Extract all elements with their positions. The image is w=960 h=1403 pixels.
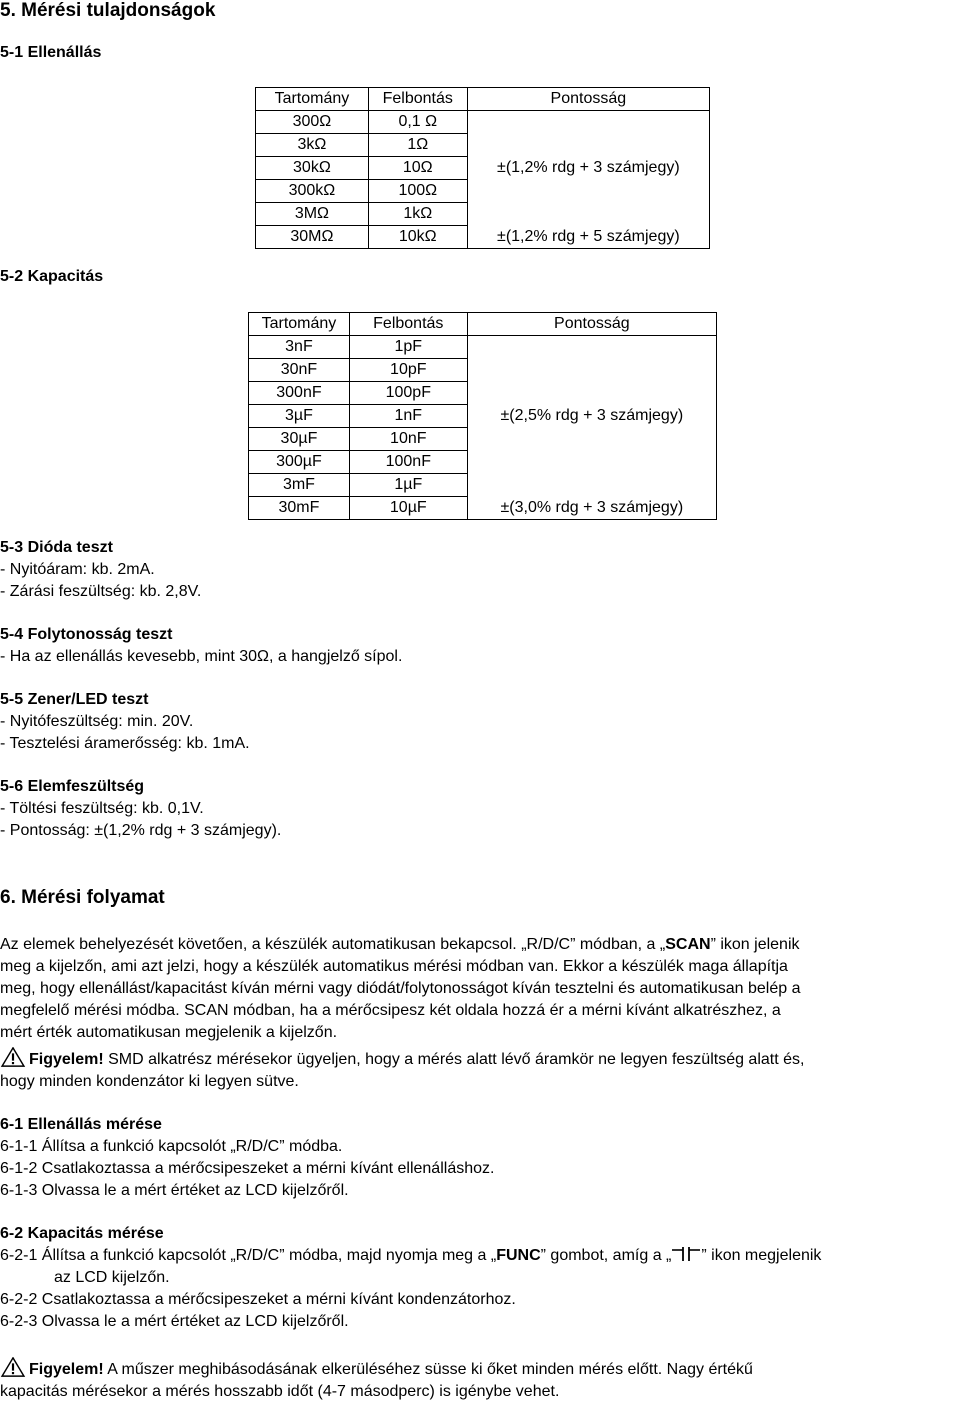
text-span: Az elemek behelyezését követően, a készülék automatikusan bekapcsol. „R/D/C” módban, a „ [0,936,666,953]
spec-line: - Ha az ellenállás kevesebb, mint 30Ω, a hangjelző sípol. [0,648,403,665]
warning-text: SMD alkatrész mérésekor ügyeljen, hogy a mérés alatt lévő áramkör ne legyen feszültség alatt és, [103,1051,805,1068]
table-cell: 100Ω [368,180,467,203]
warning-icon [0,1047,26,1067]
resistance-title: 5-1 Ellenállás [0,44,102,61]
warning-1 [0,1047,960,1093]
warning-line [0,1357,960,1381]
warning-2 [0,1357,960,1403]
table-header: Felbontás [349,313,467,336]
spec-line: - Nyitófeszültség: min. 20V. [0,713,194,730]
resistance-measure-section [0,1114,960,1202]
table-header: Pontosság [467,88,709,111]
capacitance-measure-title: 6-2 Kapacitás mérése [0,1225,164,1242]
table-cell: 1µF [349,474,467,497]
table-cell: 3mF [249,474,350,497]
capacitor-icon [671,1247,701,1261]
table-cell: 10kΩ [368,226,467,249]
warning-line: kapacitás mérésekor a mérés hosszabb időt (4-7 másodperc) is igénybe vehet. [0,1383,560,1400]
paragraph-line [0,934,960,956]
table-cell: 1kΩ [368,203,467,226]
table-cell: 300kΩ [256,180,369,203]
capacitance-measure-section [0,1223,960,1333]
table-header: Tartomány [256,88,369,111]
step-line: 6-1-2 Csatlakoztassa a mérőcsipeszeket a mérni kívánt ellenálláshoz. [0,1160,495,1177]
step-line: 6-2-2 Csatlakoztassa a mérőcsipeszeket a mérni kívánt kondenzátorhoz. [0,1291,516,1308]
accuracy-cell: ±(1,2% rdg + 3 számjegy) [467,111,709,226]
capacitance-table [248,312,717,520]
table-cell: 100pF [349,382,467,405]
table-cell: 3kΩ [256,134,369,157]
table-cell: 1pF [349,336,467,359]
table-header: Pontosság [467,313,716,336]
table-cell: 3nF [249,336,350,359]
warning-label: Figyelem! [29,1051,104,1068]
table-cell: 30kΩ [256,157,369,180]
table-header: Felbontás [368,88,467,111]
diode-section [0,537,201,603]
section-5-title: 5. Mérési tulajdonságok [0,0,216,21]
warning-icon [0,1357,26,1377]
accuracy-cell: ±(3,0% rdg + 3 számjegy) [467,497,716,520]
continuity-section [0,624,402,668]
spec-line: - Töltési feszültség: kb. 0,1V. [0,800,204,817]
table-cell: 0,1 Ω [368,111,467,134]
spec-line: - Tesztelési áramerősség: kb. 1mA. [0,735,250,752]
paragraph-line: meg a kijelzőn, ami azt jelzi, hogy a készülék automatikus mérési módban van. Ekkor a készülék maga állapítja [0,958,788,975]
warning-line: hogy minden kondenzátor ki legyen sütve. [0,1073,299,1090]
accuracy-cell: ±(2,5% rdg + 3 számjegy) [467,336,716,497]
table-cell: 30mF [249,497,350,520]
table-cell: 300Ω [256,111,369,134]
table-cell: 10pF [349,359,467,382]
table-header-row [256,88,710,111]
continuity-title: 5-4 Folytonosság teszt [0,626,173,643]
spec-line: - Nyitóáram: kb. 2mA. [0,561,155,578]
table-header-row [249,313,717,336]
table-cell: 30MΩ [256,226,369,249]
table-cell: 300nF [249,382,350,405]
table-cell: 3µF [249,405,350,428]
intro-paragraph [0,934,960,1044]
table-cell: 30µF [249,428,350,451]
capacitance-title: 5-2 Kapacitás [0,268,104,285]
table-header: Tartomány [249,313,350,336]
resistance-measure-title: 6-1 Ellenállás mérése [0,1116,162,1133]
step-line: 6-1-3 Olvassa le a mért értéket az LCD kijelzőről. [0,1182,349,1199]
table-cell: 10nF [349,428,467,451]
text-span: ” ikon jelenik [710,936,800,953]
table-cell: 30nF [249,359,350,382]
zener-section [0,689,250,755]
table-row [256,111,710,134]
table-cell: 1nF [349,405,467,428]
table-row [249,336,717,359]
paragraph-line: mért érték automatikusan megjelenik a kijelzőn. [0,1024,338,1041]
table-cell: 1Ω [368,134,467,157]
section-6-title: 6. Mérési folyamat [0,887,165,908]
scan-label: SCAN [665,936,711,953]
table-row [249,497,717,520]
table-cell: 10Ω [368,157,467,180]
spec-line: - Pontosság: ±(1,2% rdg + 3 számjegy). [0,822,282,839]
warning-label: Figyelem! [29,1361,104,1378]
table-cell: 10µF [349,497,467,520]
battery-title: 5-6 Elemfeszültség [0,778,145,795]
warning-text: A műszer meghibásodásának elkerüléséhez süsse ki őket minden mérés előtt. Nagy értékű [103,1361,753,1378]
paragraph-line: meg, hogy ellenállást/kapacitást kíván mérni vagy diódát/folytonosságot kíván tesztelni és automatikusan belép a [0,980,801,997]
step-line: 6-2-3 Olvassa le a mért értéket az LCD kijelzőről. [0,1313,349,1330]
warning-line [0,1047,960,1071]
step-line [0,1245,960,1267]
accuracy-cell: ±(1,2% rdg + 5 számjegy) [467,226,709,249]
spec-line: - Zárási feszültség: kb. 2,8V. [0,583,202,600]
resistance-table [255,87,710,249]
paragraph-line: megfelelő mérési módba. SCAN módban, ha a mérőcsipesz két oldala hozzá ér a mérni kívánt alkatrészhez, a [0,1002,781,1019]
text-span: ” ikon megjelenik [701,1247,822,1264]
func-label: FUNC [496,1247,541,1264]
table-cell: 100nF [349,451,467,474]
table-row [256,226,710,249]
table-cell: 3MΩ [256,203,369,226]
text-span: ” gombot, amíg a „ [540,1247,672,1264]
text-span: 6-2-1 Állítsa a funkció kapcsolót „R/D/C” módba, majd nyomja meg a „ [0,1247,497,1264]
battery-section [0,776,281,842]
zener-title: 5-5 Zener/LED teszt [0,691,149,708]
step-line: az LCD kijelzőn. [54,1269,170,1286]
step-line: 6-1-1 Állítsa a funkció kapcsolót „R/D/C” módba. [0,1138,343,1155]
diode-title: 5-3 Dióda teszt [0,539,113,556]
table-cell: 300µF [249,451,350,474]
